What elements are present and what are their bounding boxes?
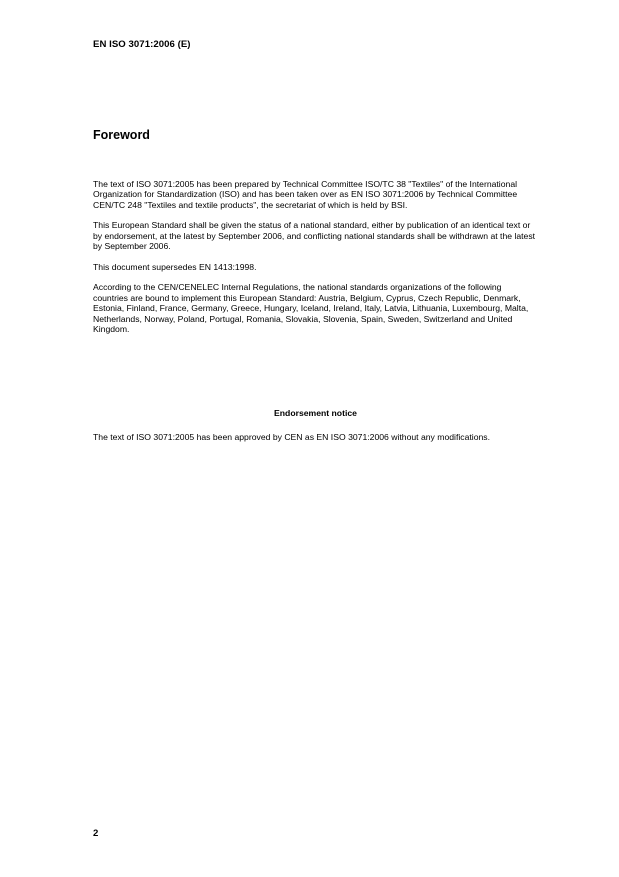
endorsement-heading: Endorsement notice <box>274 408 357 418</box>
foreword-paragraph-4: According to the CEN/CENELEC Internal Regulations, the national standards organizations of the following countries are bound to implement this European Standard: Austria, Belgium, Cyprus, Czech Republic, Denmark, Estonia, Finland, France, Germany, Greece, Hungary, Iceland, Ireland, Italy, Latvia, Lithuania, Luxembourg, Malta, Netherlands, Norway, Poland, Portugal, Romania, Slovakia, Slovenia, Spain, Sweden, Switzerland and United Kingdom. <box>93 282 529 335</box>
foreword-paragraph-1: The text of ISO 3071:2005 has been prepared by Technical Committee ISO/TC 38 "Textiles" of the International Organization for Standardization (ISO) and has been taken over as EN ISO 3071:2006 by Technical Committee CEN/TC 248 "Textiles and textile products", the secretariat of which is held by BSI. <box>93 179 518 210</box>
endorsement-body <box>93 432 538 442</box>
section-title: Foreword <box>93 128 150 142</box>
foreword-paragraph-2: This European Standard shall be given the status of a national standard, either by publication of an identical text or by endorsement, at the latest by September 2006, and conflicting national standards shall be withdrawn at the latest by September 2006. <box>93 220 536 252</box>
foreword-paragraph-3: This document supersedes EN 1413:1998. <box>93 261 257 272</box>
endorsement-paragraph: The text of ISO 3071:2005 has been approved by CEN as EN ISO 3071:2006 without any modifications. <box>93 432 490 442</box>
document-header: EN ISO 3071:2006 (E) <box>93 39 191 50</box>
foreword-body <box>93 179 538 334</box>
page-number: 2 <box>93 828 99 839</box>
